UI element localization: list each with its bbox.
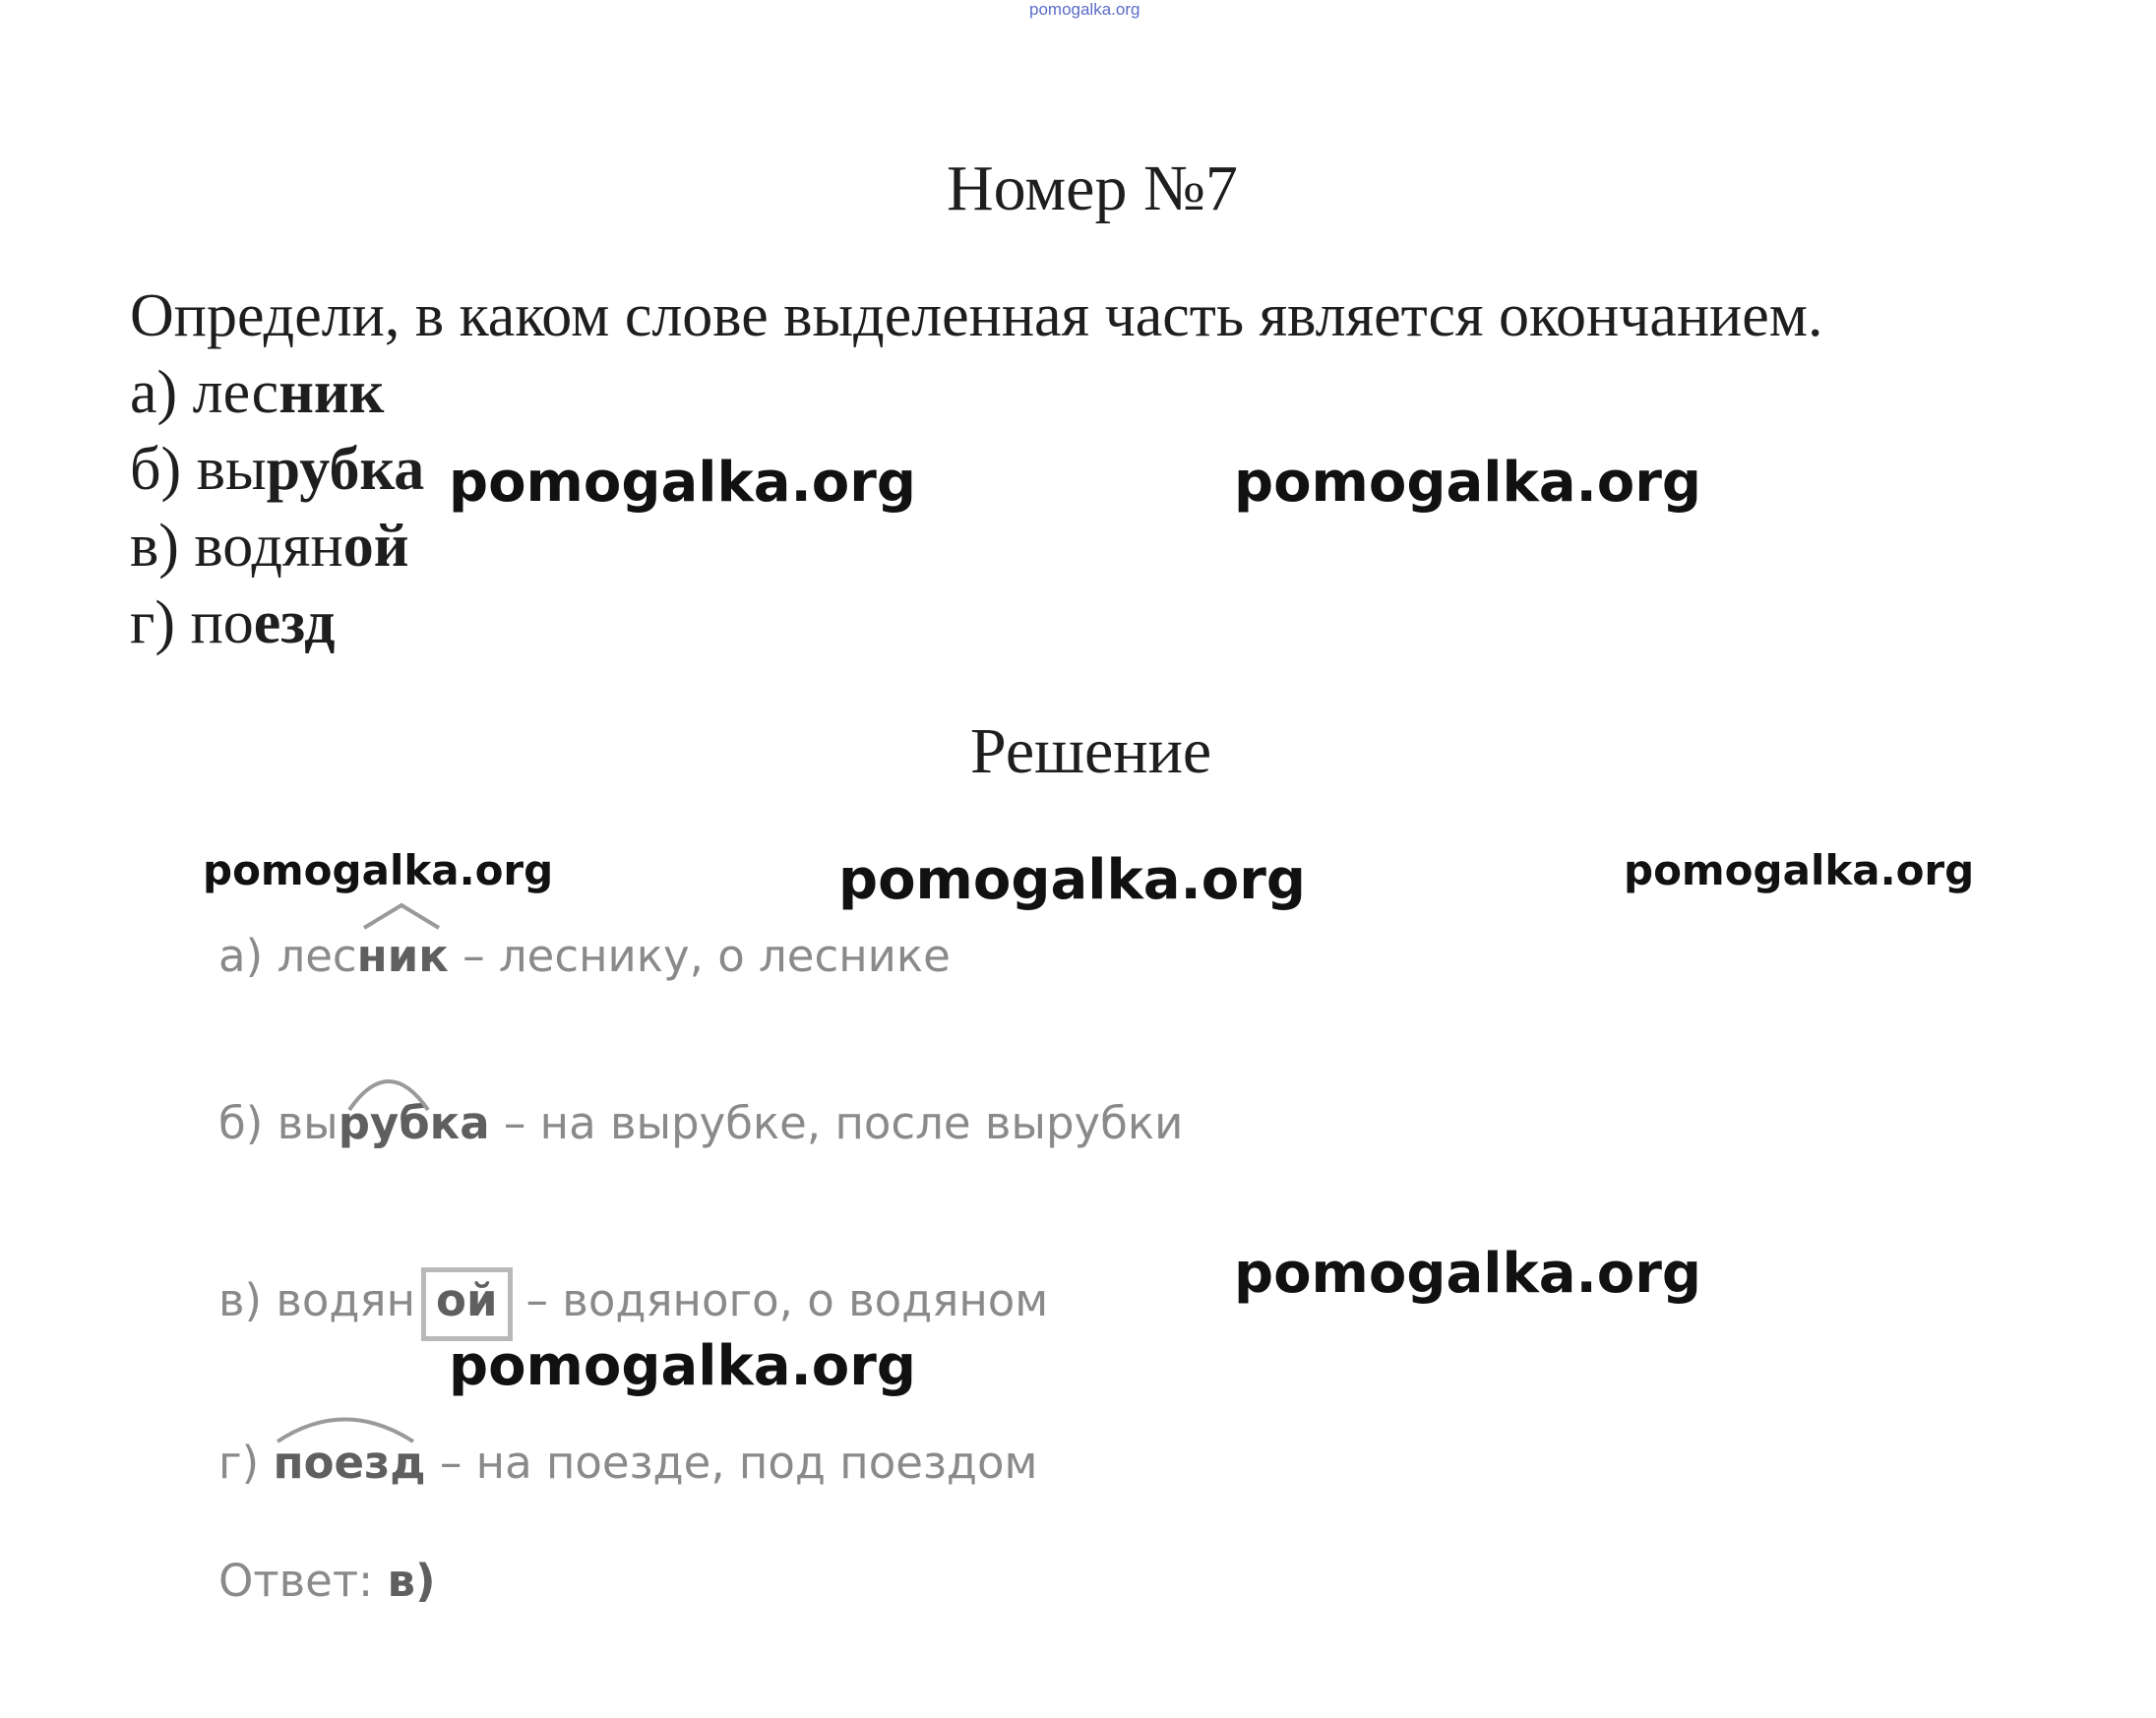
option-d-highlight: езд (253, 589, 336, 656)
option-d (130, 588, 335, 658)
option-b-prefix: б) вы (130, 436, 267, 503)
task-question: Определи, в каком слове выделенная часть является окончанием. (130, 282, 1823, 349)
watermark-5: pomogalka.org (1624, 846, 1975, 894)
solution-c-label: в) водян (218, 1274, 416, 1326)
option-b-highlight: рубка (266, 436, 425, 503)
solution-b-rest: – на вырубке, после вырубки (489, 1097, 1184, 1149)
watermark-2: pomogalka.org (1234, 451, 1701, 515)
solution-line-b (218, 1097, 1183, 1149)
option-a-highlight: ник (278, 359, 385, 426)
option-c (130, 512, 408, 582)
solution-d-word-bold: поезд (273, 1437, 426, 1489)
solution-line-a (218, 930, 951, 982)
solution-b-word-plain: вы (277, 1097, 339, 1149)
watermark-1: pomogalka.org (449, 451, 916, 515)
answer-line (218, 1555, 436, 1607)
solution-c-rest: – водяного, о водяном (525, 1274, 1049, 1326)
solution-a-rest: – леснику, о леснике (448, 930, 951, 982)
top-watermark: pomogalka.org (1029, 0, 1140, 19)
option-a-prefix: а) лес (130, 359, 279, 426)
solution-line-d (218, 1437, 1037, 1489)
solution-d-rest: – на поезде, под поездом (425, 1437, 1038, 1489)
solution-title: Решение (970, 715, 1212, 787)
page-title: Номер №7 (947, 153, 1238, 224)
watermark-3: pomogalka.org (203, 846, 554, 894)
option-c-highlight: ой (342, 513, 409, 580)
option-d-prefix: г) по (130, 589, 254, 656)
solution-b-word-bold: рубка (338, 1097, 490, 1149)
solution-line-c (218, 1267, 1048, 1341)
option-c-prefix: в) водян (130, 513, 343, 580)
ending-box: ой (421, 1267, 512, 1341)
watermark-6: pomogalka.org (1234, 1242, 1701, 1306)
option-b (130, 435, 424, 505)
solution-b-label: б) (218, 1097, 277, 1149)
solution-a-word-bold: ник (356, 930, 449, 982)
solution-d-label: г) (218, 1437, 274, 1489)
answer-label: Ответ: (218, 1555, 388, 1607)
watermark-4: pomogalka.org (838, 848, 1306, 912)
watermark-7: pomogalka.org (449, 1334, 916, 1398)
answer-value: в) (387, 1555, 436, 1607)
solution-a-word-plain: лес (277, 930, 357, 982)
suffix-mark-a (364, 905, 439, 928)
option-a (130, 358, 384, 428)
solution-a-label: а) (218, 930, 277, 982)
